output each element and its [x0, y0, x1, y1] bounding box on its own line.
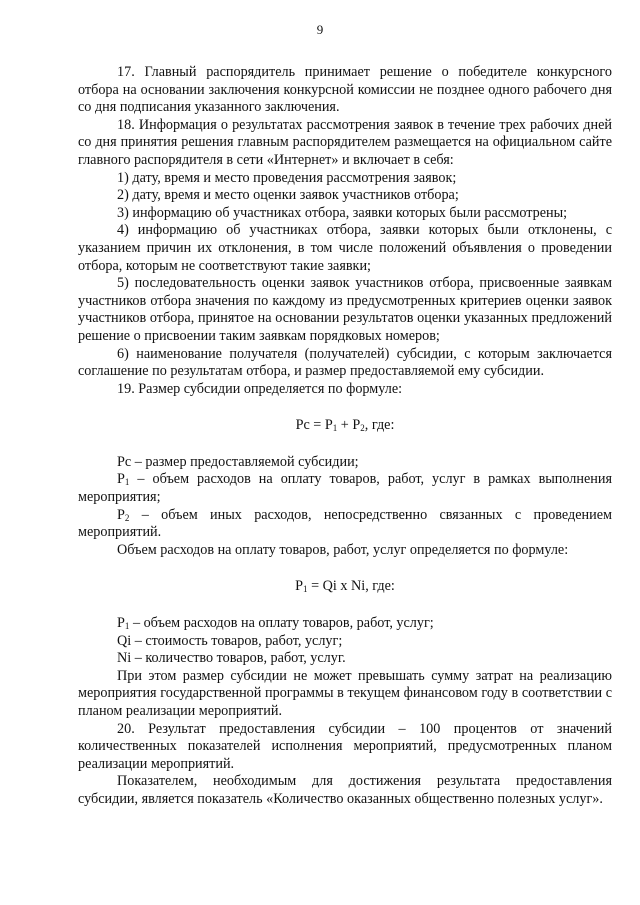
paragraph-19: 19. Размер субсидии определяется по формуле: [117, 380, 403, 397]
definition-ni: Ni – количество товаров, работ, услуг. [117, 650, 346, 667]
list-item: 2) дату, время и место оценки заявок участников отбора; [117, 187, 459, 204]
paragraph-indicator: Показателем, необходимым для достижения результата предоставления субсидии, является показатель «Количество оказанных общественно полезных услуг». [78, 773, 612, 807]
paragraph-limit: При этом размер субсидии не может превышать сумму затрат на реализацию мероприятия государственной программы в текущем финансовом году в соответствии с планом реализации мероприятий. [78, 667, 612, 719]
volume-formula: $Р_1 = Qi$ х Ni, где: [295, 578, 395, 595]
paragraph-17: 17. Главный распорядитель принимает решение о победителе конкурсного отбора на основании заключения конкурсной комиссии не позднее одного рабочего дня со дня подписания указанного заключения. [78, 64, 612, 116]
document-body [78, 64, 612, 809]
paragraph-18: 18. Информация о результатах рассмотрения заявок в течение трех рабочих дней со дня принятия решения главным распорядителем размещается на официальном сайте главного распорядителя в сети «Интернет» и включает в себя: [78, 116, 612, 168]
definition-p1: $Р_1$ – объем расходов на оплату товаров, работ, услуг в рамках выполнения мероприятия; [78, 471, 612, 506]
subsidy-formula: Рс = $Р_1 + Р_2$, где: [295, 417, 395, 434]
definition-pc: Рс – размер предоставляемой субсидии; [117, 453, 359, 470]
list-item: 6) наименование получателя (получателей) субсидии, с которым заключается соглашение по результатам отбора, и размер предоставляемой ему субсидии. [78, 345, 612, 380]
list-item: 3) информацию об участниках отбора, заявки которых были рассмотрены; [117, 204, 568, 221]
list-item: 5) последовательность оценки заявок участников отбора, присвоенные заявкам участников отбора значения по каждому из предусмотренных критериев оценки заявок участников отбора, принятое на основании результатов оценки указанных предложений решение о присвоении таким заявкам порядковых номеров; [78, 275, 612, 344]
definition-qi: Qi – стоимость товаров, работ, услуг; [117, 632, 343, 649]
page-number: 9 [316, 22, 324, 37]
paragraph-20: 20. Результат предоставления субсидии – 100 процентов от значений количественных показателей исполнения мероприятий, предусмотренных планом реализации мероприятий. [78, 720, 612, 772]
list-item: 1) дату, время и место проведения рассмотрения заявок; [117, 169, 457, 186]
paragraph-volume: Объем расходов на оплату товаров, работ, услуг определяется по формуле: [117, 541, 569, 558]
list-item: 4) информацию об участниках отбора, заявки которых были отклонены, с указанием причин их отклонения, в том числе положений объявления о проведении отбора, которым не соответствуют такие заявки; [78, 222, 612, 274]
definition-p2: $Р_2$ – объем иных расходов, непосредственно связанных с проведением мероприятий. [78, 506, 612, 541]
definition2-p1: $Р_1$ – объем расходов на оплату товаров, работ, услуг; [117, 615, 434, 632]
